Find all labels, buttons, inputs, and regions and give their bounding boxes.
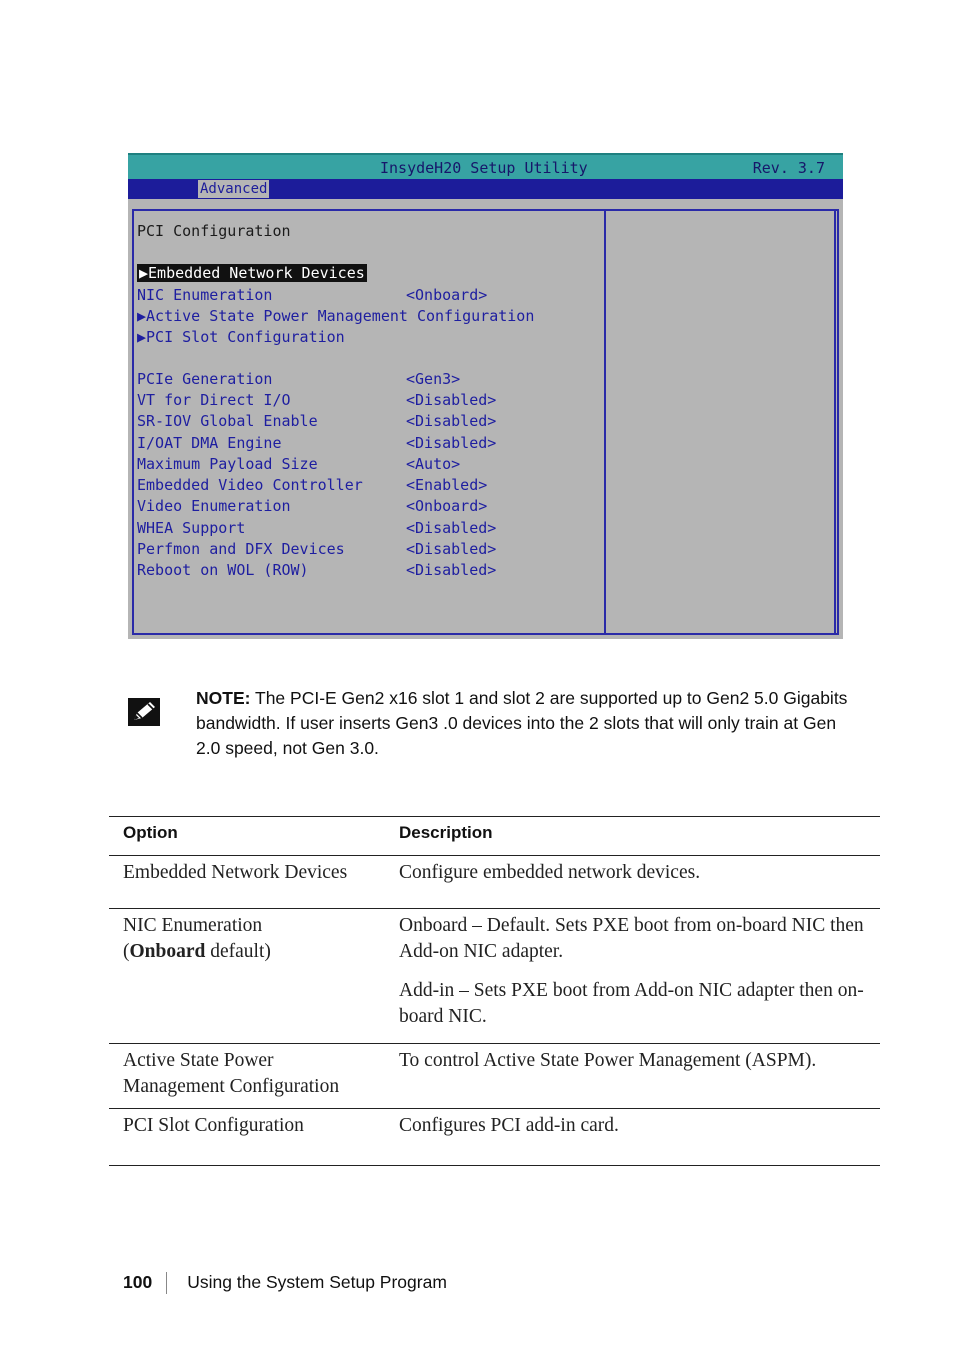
option-sub-bold: Onboard — [129, 941, 206, 962]
bios-item-label: ▶Embedded Network Devices — [139, 264, 365, 282]
description-text: Configures PCI add-in card. — [399, 1115, 619, 1136]
description-text: Onboard – Default. Sets PXE boot from on-board NIC then Add-on NIC adapter. — [399, 915, 864, 962]
page-number: 100 — [123, 1272, 153, 1292]
option-sub-open: ( — [123, 941, 130, 962]
table-header-row — [109, 817, 880, 856]
bios-item-max-payload[interactable]: Maximum Payload Size — [137, 455, 318, 473]
table-row — [109, 856, 880, 909]
bios-item-pci-slot-config[interactable]: ▶PCI Slot Configuration — [137, 328, 345, 346]
description-text: To control Active State Power Management (ASPM). — [399, 1050, 817, 1071]
bios-title: InsydeH20 Setup Utility — [380, 159, 588, 177]
bios-value-whea[interactable]: <Disabled> — [406, 519, 497, 537]
bios-item-aspm-config[interactable]: ▶Active State Power Management Configuration — [137, 307, 535, 325]
footer-section-title: Using the System Setup Program — [187, 1272, 447, 1292]
bios-title-bar — [128, 153, 843, 179]
bios-item-whea[interactable]: WHEA Support — [137, 519, 246, 537]
option-cell: Active State Power Management Configuration — [109, 1044, 385, 1109]
bios-tab-advanced[interactable]: Advanced — [200, 181, 268, 197]
option-cell: Embedded Network Devices — [109, 856, 385, 909]
description-cell — [385, 909, 880, 1044]
bios-divider-right — [834, 209, 836, 635]
bios-value-ioat-dma[interactable]: <Disabled> — [406, 434, 497, 452]
bios-value-pcie-generation[interactable]: <Gen3> — [406, 370, 461, 388]
options-table — [109, 816, 880, 1166]
bios-value-embedded-video[interactable]: <Enabled> — [406, 476, 488, 494]
bios-item-nic-enumeration[interactable]: NIC Enumeration — [137, 286, 273, 304]
bios-revision: Rev. 3.7 — [752, 159, 825, 177]
bios-menu-bar — [128, 179, 843, 199]
bios-value-video-enumeration[interactable]: <Onboard> — [406, 497, 488, 515]
header-option: Option — [109, 817, 385, 856]
option-cell: PCI Slot Configuration — [109, 1109, 385, 1166]
option-cell — [109, 909, 385, 1044]
bios-item-embedded-network[interactable] — [137, 264, 367, 282]
table-row — [109, 1109, 880, 1166]
description-text: Add-in – Sets PXE boot from Add-on NIC adapter then on-board NIC. — [399, 980, 864, 1027]
bios-value-sriov[interactable]: <Disabled> — [406, 412, 497, 430]
bios-value-max-payload[interactable]: <Auto> — [406, 455, 461, 473]
description-cell — [385, 856, 880, 909]
bios-item-ioat-dma[interactable]: I/OAT DMA Engine — [137, 434, 282, 452]
table-row — [109, 1044, 880, 1109]
header-description: Description — [385, 817, 880, 856]
note-paragraph — [196, 686, 864, 761]
bios-item-vt-direct-io[interactable]: VT for Direct I/O — [137, 391, 291, 409]
description-cell — [385, 1109, 880, 1166]
note-text: The PCI-E Gen2 x16 slot 1 and slot 2 are supported up to Gen2 5.0 Gigabits bandwidth. If user inserts Gen3 .0 devices into the 2 slots that will only train at Gen 2.0 speed, not Gen 3.0. — [196, 688, 848, 758]
table-row — [109, 909, 880, 1044]
bios-section-heading: PCI Configuration — [137, 222, 291, 240]
footer-separator — [166, 1272, 167, 1294]
bios-item-reboot-wol[interactable]: Reboot on WOL (ROW) — [137, 561, 309, 579]
bios-item-embedded-video[interactable]: Embedded Video Controller — [137, 476, 363, 494]
bios-item-pcie-generation[interactable]: PCIe Generation — [137, 370, 273, 388]
bios-value-perfmon-dfx[interactable]: <Disabled> — [406, 540, 497, 558]
option-sub-rest: default) — [205, 941, 271, 962]
bios-value-vt-direct-io[interactable]: <Disabled> — [406, 391, 497, 409]
description-cell — [385, 1044, 880, 1109]
bios-item-perfmon-dfx[interactable]: Perfmon and DFX Devices — [137, 540, 345, 558]
bios-divider — [604, 209, 606, 635]
bios-item-sriov[interactable]: SR-IOV Global Enable — [137, 412, 318, 430]
option-text: NIC Enumeration — [123, 915, 263, 936]
bios-value-reboot-wol[interactable]: <Disabled> — [406, 561, 497, 579]
page-footer — [123, 1272, 447, 1294]
description-text: Configure embedded network devices. — [399, 862, 701, 883]
pencil-note-icon — [128, 698, 160, 726]
bios-screenshot — [128, 153, 843, 639]
note-label: NOTE: — [196, 688, 251, 708]
bios-item-video-enumeration[interactable]: Video Enumeration — [137, 497, 291, 515]
bios-value-nic-enumeration[interactable]: <Onboard> — [406, 286, 488, 304]
